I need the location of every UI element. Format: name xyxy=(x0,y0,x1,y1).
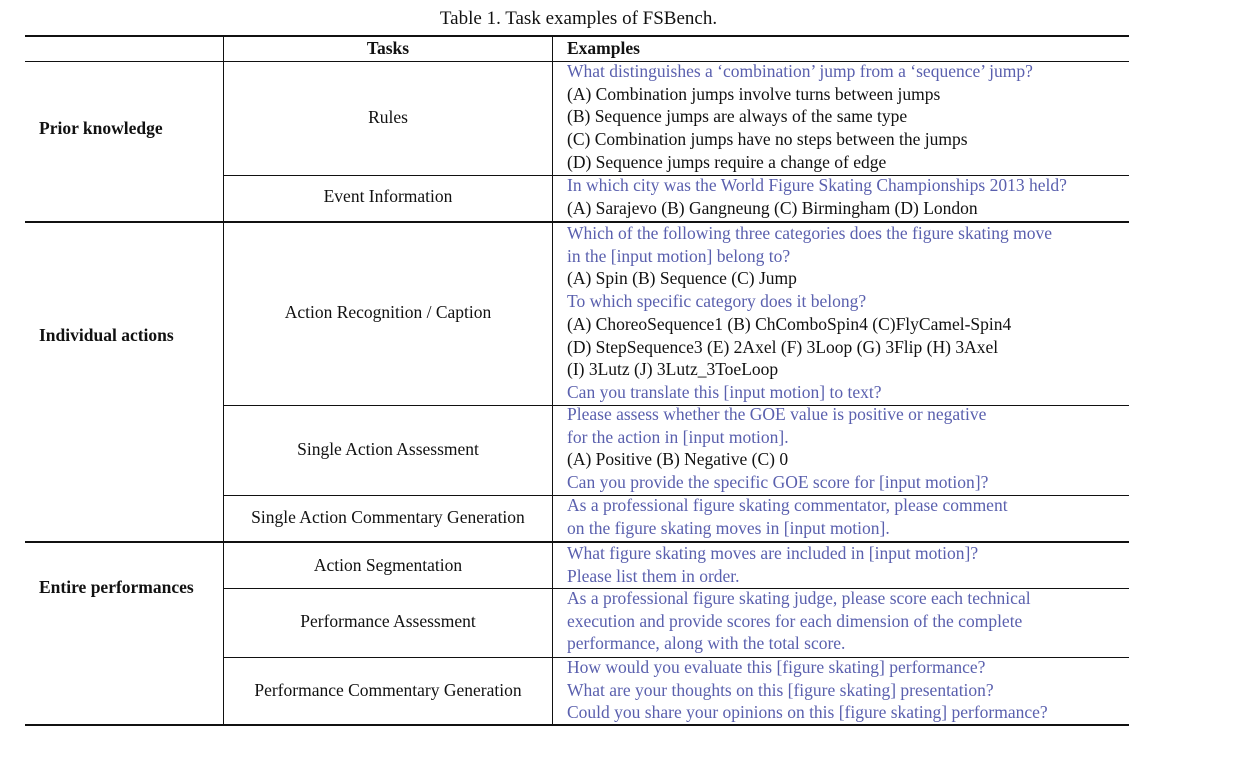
task-action-segmentation: Action Segmentation xyxy=(313,555,463,575)
bottom-rule xyxy=(25,724,1129,726)
examples-action-segmentation xyxy=(567,542,1127,587)
example-question-line: in the [input motion] belong to? xyxy=(567,245,791,266)
task-single-action-assessment: Single Action Assessment xyxy=(297,439,479,459)
examples-event-information xyxy=(567,174,1127,219)
task-single-action-commentary: Single Action Commentary Generation xyxy=(251,507,525,527)
examples-performance-commentary xyxy=(567,656,1127,724)
example-answer-line: (A) ChoreoSequence1 (B) ChComboSpin4 (C)FlyCamel-Spin4 xyxy=(567,313,1012,334)
example-question-line: In which city was the World Figure Skating Championships 2013 held? xyxy=(567,175,1067,195)
header-examples: Examples xyxy=(567,38,640,58)
task-performance-commentary: Performance Commentary Generation xyxy=(254,680,522,700)
task-action-recognition: Action Recognition / Caption xyxy=(284,302,492,322)
example-question-line: Could you share your opinions on this [figure skating] performance? xyxy=(567,702,1048,723)
example-question-line: To which specific category does it belong? xyxy=(567,291,867,312)
category-individual-actions: Individual actions xyxy=(39,325,174,345)
example-question-line: How would you evaluate this [figure skating] performance? xyxy=(567,657,986,677)
example-answer-line: (B) Sequence jumps are always of the same type xyxy=(567,106,908,127)
column-divider-2 xyxy=(552,35,553,726)
examples-performance-assessment xyxy=(567,587,1127,655)
example-question-line: Can you translate this [input motion] to text? xyxy=(567,381,882,402)
example-answer-line: (A) Sarajevo (B) Gangneung (C) Birmingham (D) London xyxy=(567,197,978,218)
task-performance-assessment: Performance Assessment xyxy=(300,611,476,631)
category-entire-performances: Entire performances xyxy=(39,577,194,597)
examples-single-action-commentary xyxy=(567,494,1127,539)
example-question-line: What distinguishes a ‘combination’ jump from a ‘sequence’ jump? xyxy=(567,61,1033,81)
example-question-line: As a professional figure skating commentator, please comment xyxy=(567,495,1008,515)
example-question-line: What are your thoughts on this [figure skating] presentation? xyxy=(567,679,994,700)
examples-rules xyxy=(567,60,1127,174)
task-event-information: Event Information xyxy=(323,186,453,206)
example-question-line: performance, along with the total score. xyxy=(567,633,846,654)
example-question-line: Which of the following three categories does the figure skating move xyxy=(567,223,1052,243)
example-answer-line: (C) Combination jumps have no steps between the jumps xyxy=(567,129,968,150)
example-question-line: Can you provide the specific GOE score for [input motion]? xyxy=(567,472,989,493)
example-question-line: for the action in [input motion]. xyxy=(567,426,789,447)
example-question-line: What figure skating moves are included in [input motion]? xyxy=(567,543,979,563)
examples-action-recognition xyxy=(567,222,1127,404)
examples-single-action-assessment xyxy=(567,403,1127,494)
example-answer-line: (A) Combination jumps involve turns between jumps xyxy=(567,83,941,104)
example-question-line: As a professional figure skating judge, please score each technical xyxy=(567,588,1031,608)
table-caption: Table 1. Task examples of FSBench. xyxy=(439,8,718,29)
example-question-line: Please assess whether the GOE value is positive or negative xyxy=(567,404,987,424)
task-rules: Rules xyxy=(368,107,408,127)
example-answer-line: (A) Spin (B) Sequence (C) Jump xyxy=(567,268,797,289)
example-question-line: execution and provide scores for each dimension of the complete xyxy=(567,610,1023,631)
example-question-line: Please list them in order. xyxy=(567,565,740,586)
example-question-line: on the figure skating moves in [input motion]. xyxy=(567,517,890,538)
header-tasks: Tasks xyxy=(366,38,410,58)
example-answer-line: (A) Positive (B) Negative (C) 0 xyxy=(567,449,789,470)
example-answer-line: (I) 3Lutz (J) 3Lutz_3ToeLoop xyxy=(567,359,779,380)
example-answer-line: (D) Sequence jumps require a change of edge xyxy=(567,151,887,172)
category-prior-knowledge: Prior knowledge xyxy=(39,118,163,138)
example-answer-line: (D) StepSequence3 (E) 2Axel (F) 3Loop (G) 3Flip (H) 3Axel xyxy=(567,336,999,357)
